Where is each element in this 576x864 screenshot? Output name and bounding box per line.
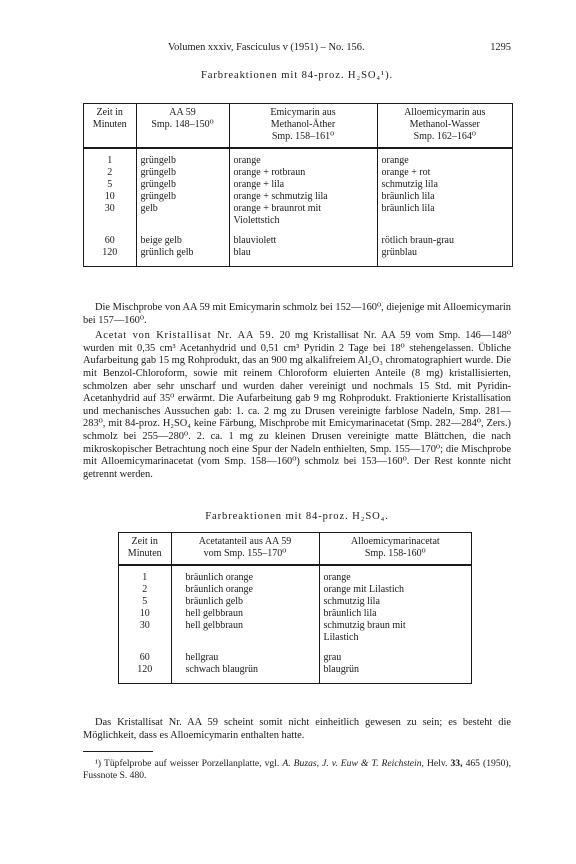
- table-cell: 120: [119, 664, 171, 683]
- table-cell: orange + rot: [381, 167, 431, 178]
- page-number: 1295: [490, 42, 511, 53]
- table2-caption: Farbreaktionen mit 84-proz. H₂SO₄.: [205, 511, 389, 522]
- table2-col-header: Acetatanteil aus AA 59 vom Smp. 155–170⁰: [171, 533, 319, 565]
- table-cell: orange: [381, 155, 409, 166]
- table-cell: bräunlich gelb: [171, 596, 319, 608]
- table-row: [84, 148, 512, 167]
- table-row: [84, 203, 512, 227]
- footnote-journal: Helv.: [426, 758, 448, 769]
- table-cell: grüngelb: [136, 167, 229, 179]
- table-cell: 30: [84, 203, 136, 227]
- table-cell: schwach blaugrün: [171, 664, 319, 683]
- footnote: [83, 758, 511, 782]
- table-row: [84, 179, 512, 191]
- table-cell: hell gelbbraun: [171, 620, 319, 644]
- table1: [83, 103, 513, 267]
- footnote-separator: [83, 751, 153, 752]
- table2-header-row: [119, 533, 471, 565]
- table-row: [119, 664, 471, 683]
- table-row: [119, 644, 471, 664]
- table-row: [119, 608, 471, 620]
- table-cell: schmutzig lila: [381, 179, 438, 190]
- table1-col-header: Zeit in Minuten: [84, 104, 136, 148]
- table-row: [84, 191, 512, 203]
- table-cell: hellgrau: [171, 644, 319, 664]
- table-cell: orange + rotbraun: [229, 167, 377, 179]
- table-cell: gelb: [136, 203, 229, 227]
- table1-header-row: [84, 104, 512, 148]
- table-cell: rötlich braun-grau: [381, 235, 454, 246]
- table-cell: bräunlich lila: [323, 608, 377, 619]
- table-cell: 1: [119, 565, 171, 584]
- table-cell: blauviolett: [229, 227, 377, 247]
- table-cell: schmutzig braun mit Lilastich: [323, 620, 406, 643]
- table-cell: 30: [119, 620, 171, 644]
- table-cell: 10: [84, 191, 136, 203]
- body-text: [83, 302, 511, 481]
- table-row: [119, 584, 471, 596]
- table-cell: grünblau: [381, 247, 418, 258]
- table-cell: grüngelb: [136, 148, 229, 167]
- table-row: [84, 227, 512, 247]
- table-cell: orange: [323, 572, 351, 583]
- table-cell: blaugrün: [323, 664, 360, 675]
- table1-caption: Farbreaktionen mit 84-proz. H₂SO₄¹).: [200, 70, 394, 81]
- footnote-marker: ¹): [95, 758, 102, 769]
- table2-col-header: Alloemicymarinacetat Smp. 158-160⁰: [319, 533, 471, 565]
- footnote-authors: A. Buzas, J. v. Euw & T. Reichstein,: [282, 758, 424, 769]
- table-cell: 5: [119, 596, 171, 608]
- table-cell: orange: [229, 148, 377, 167]
- table-row: [119, 620, 471, 644]
- paragraph-conclusion: Das Kristallisat Nr. AA 59 scheint somit nicht einheitlich gewesen zu sein; es besteht die Möglichkeit, dass es Alloemicymarin enthalten hatte.: [83, 717, 511, 741]
- footnote-volume: 33,: [450, 758, 463, 769]
- table2-col-header: Zeit in Minuten: [119, 533, 171, 565]
- table-cell: blau: [229, 247, 377, 266]
- table-row: [119, 565, 471, 584]
- table-cell: grüngelb: [136, 179, 229, 191]
- conclusion-text: [83, 717, 511, 742]
- paragraph-acetat: [83, 330, 511, 481]
- paragraph-mischprobe: Die Mischprobe von AA 59 mit Emicymarin schmolz bei 152—160⁰, diejenige mit Alloemicymarin bei 157—160⁰.: [83, 302, 511, 326]
- table-cell: bräunlich orange: [171, 565, 319, 584]
- table-cell: orange + lila: [229, 179, 377, 191]
- table-cell: orange + braunrot mit Violettstich: [229, 203, 377, 227]
- table1-col-header: Emicymarin aus Methanol-Äther Smp. 158–161⁰: [229, 104, 377, 148]
- paragraph-lead: Acetat von Kristallisat Nr. AA 59.: [95, 330, 275, 342]
- table-row: [84, 167, 512, 179]
- table1-col-header: AA 59 Smp. 148–150⁰: [136, 104, 229, 148]
- footnote-text: Tüpfelprobe auf weisser Porzellanplatte, vgl.: [103, 758, 280, 769]
- table-row: [84, 247, 512, 266]
- table-cell: grüngelb: [136, 191, 229, 203]
- table-cell: 1: [84, 148, 136, 167]
- table-cell: hell gelbbraun: [171, 608, 319, 620]
- table-cell: 60: [119, 644, 171, 664]
- table-row: [119, 596, 471, 608]
- table-cell: orange mit Lilastich: [323, 584, 405, 595]
- table-cell: bräunlich lila: [381, 203, 435, 214]
- table2: [118, 532, 472, 684]
- table-cell: 2: [84, 167, 136, 179]
- table-cell: bräunlich orange: [171, 584, 319, 596]
- table-cell: 60: [84, 227, 136, 247]
- table-cell: beige gelb: [136, 227, 229, 247]
- running-title: Volumen xxxiv, Fasciculus v (1951) – No. 156.: [168, 42, 365, 53]
- table-cell: 10: [119, 608, 171, 620]
- table-cell: grau: [323, 652, 342, 663]
- table-cell: grünlich gelb: [136, 247, 229, 266]
- table-cell: 120: [84, 247, 136, 266]
- table-cell: 5: [84, 179, 136, 191]
- paragraph-body: 20 mg Kristallisat Nr. AA 59 vom Smp. 146—148⁰ wurden mit 0,35 cm³ Acetanhydrid und 0,51 cm³ Pyridin 2 Tage bei 18⁰ stehengelassen. Übliche Aufarbeitung gab 15 mg Rohprodukt, das an 900 mg alkalifreiem Al₂O₃ chromatographiert wurde. Die mit Benzol-Chloroform, sowie mit reinem Chloroform eluierten Anteile (8 mg) kristallisierten, schmolzen aber sehr unscharf und wurden daher vereinigt und nochmals 15 Std. mit Pyridin-Acetanhydrid auf 35⁰ erwärmt. Die Aufarbeitung gab 9 mg Rohprodukt. Fraktionierte Kristallisation und mechanisches Aussuchen gab: 1. ca. 2 mg zu Drusen vereinigte farblose Nadeln, Smp. 281—283⁰, mit 84-proz. H₂SO₄ keine Färbung, Mischprobe mit Emicymarinacetat (Smp. 282—284⁰, Zers.) schmolz bei 255—280⁰. 2. ca. 1 mg zu kleinen Drusen vereinigte matte Blättchen, die nach mikroskopischer Betrachtung noch eine Spur der Nadeln enthielten, Smp. 155—170⁰; die Mischprobe mit Alloemicymarinacetat (vom Smp. 158—160⁰) schmolz bei 153—160⁰. Der Rest konnte nicht getrennt werden.: [83, 330, 512, 480]
- table-cell: orange + schmutzig lila: [229, 191, 377, 203]
- table-cell: schmutzig lila: [323, 596, 380, 607]
- footnote-rest: 465 (1950), Fussnote S. 480.: [83, 758, 512, 781]
- table-cell: 2: [119, 584, 171, 596]
- table1-col-header: Alloemicymarin aus Methanol-Wasser Smp. 162–164⁰: [377, 104, 512, 148]
- table-cell: bräunlich lila: [381, 191, 435, 202]
